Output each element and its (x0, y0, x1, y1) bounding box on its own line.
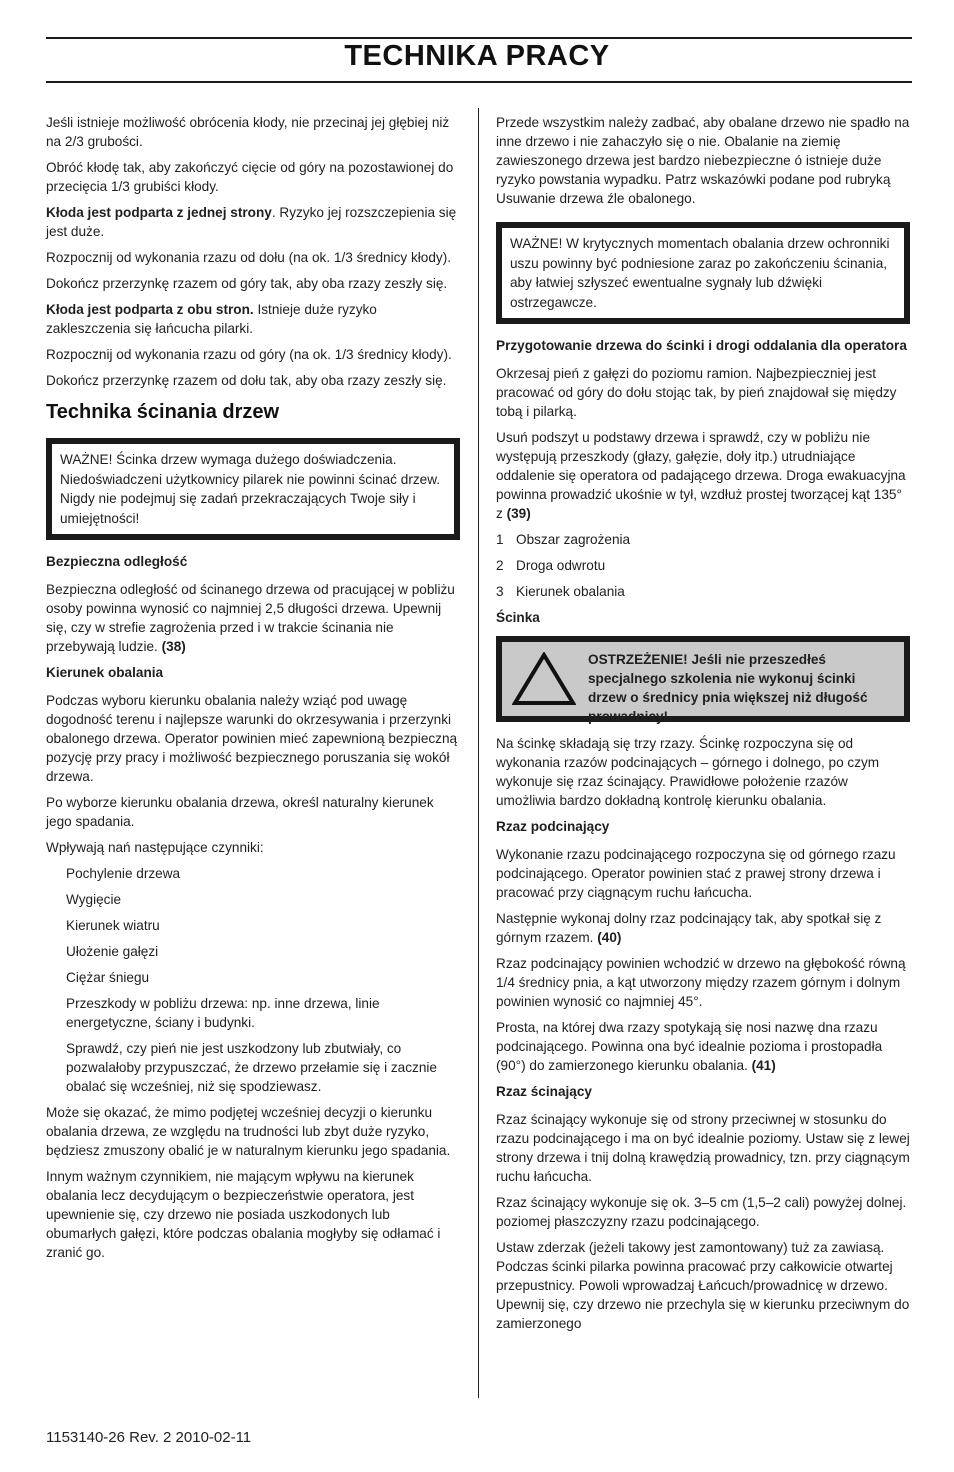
numbered-item (496, 582, 910, 601)
paragraph: Obróć kłodę tak, aby zakończyć cięcie od góry na pozostawionej do przecięcia 1/3 grubiści kłody. (46, 160, 454, 194)
paragraph-text: Bezpieczna odległość od ścinanego drzewa od pracującej w pobliżu osoby powinna wynosić co najmniej 2,5 długości drzewa. Upewnij się, czy w strefie zagrożenia przed i w trakcie ścinania nie przebywają ludzie. (46, 582, 455, 654)
numbered-item (496, 556, 910, 575)
subheading-undercut: Rzaz podcinający (496, 819, 610, 834)
left-column (46, 113, 460, 1269)
paragraph-text: Następnie wykonaj dolny rzaz podcinający tak, aby spotkał się z górnym rzazem. (496, 911, 882, 945)
item-number: 3 (496, 584, 504, 599)
important-notice-box (496, 222, 910, 324)
important-notice-box (46, 438, 460, 540)
paragraph: Na ścinkę składają się trzy rzazy. Ścinkę rozpoczyna się od wykonania rzazów podcinających – górnego i dolnego, po czym wykonuje się rzaz ścinający. Prawidłowe położenie rzazów umożliwia bardzo dokładną kontrolę kierunku obalania. (496, 736, 880, 808)
figure-reference: (38) (161, 639, 186, 654)
paragraph: Innym ważnym czynnikiem, nie mającym wpływu na kierunek obalania lecz decydującym o bezpieczeństwie operatora, jest upewnienie się, czy drzewo nie posiada uszkodonych lub obumarłych gałęzi, które podczas obalania mogłyby się odłamać i zranić go. (46, 1169, 441, 1260)
item-number: 2 (496, 558, 504, 573)
document-number: 1153140-26 Rev. 2 2010-02-11 (46, 1429, 252, 1446)
header-rule-top (46, 37, 912, 39)
paragraph: Rzaz ścinający wykonuje się ok. 3–5 cm (1,5–2 cali) powyżej dolnej. poziomej płaszczyzny rzazu podcinającego. (496, 1195, 907, 1229)
paragraph: Ustaw zderzak (jeżeli takowy jest zamontowany) tuż za zawiasą. Podczas ścinki pilarka powinna pracować przy całkowicie otwartej przepustnicy. Powoli wprowadzaj Łańcuch/prowadnicę w drzewo. Upewnij się, czy drzewo nie przechyla się w kierunku przeciwnym do zamierzonego (496, 1240, 910, 1331)
paragraph: Wykonanie rzazu podcinającego rozpoczyna się od górnego rzazu podcinającego. Operator powinien stać z prawej strony drzewa i pracować przy ciągnącym ruchu łańcucha. (496, 847, 896, 900)
important-notice-text: WAŻNE! W krytycznych momentach obalania drzew ochronniki uszu powinny być podniesione zaraz po zakończeniu ścinania, aby łatwiej szłyszeć ewentualne sygnały lub dźwięki ostrzegawcze. (510, 236, 890, 310)
item-label: Droga odwrotu (516, 558, 606, 573)
paragraph: Rzaz podcinający powinien wchodzić w drzewo na głębokość równą 1/4 średnicy pnia, a kąt utworzony między rzazem górnym i dolnym powinien wynosić co najmniej 45°. (496, 956, 906, 1009)
paragraph (496, 1018, 910, 1075)
figure-reference: (41) (751, 1058, 776, 1073)
header-rule-bottom (46, 81, 912, 83)
list-item: Sprawdź, czy pień nie jest uszkodzony lub zbutwiały, co pozwalałoby przypuszczać, że drzewo przełamie się i zacznie obalać się wcześniej, niż się spodziewasz. (66, 1041, 437, 1094)
section-title: Technika ścinania drzew (46, 401, 280, 423)
bold-lead: Kłoda jest podparta z obu stron. (46, 302, 254, 317)
bold-lead: Kłoda jest podparta z jednej strony (46, 205, 272, 220)
paragraph-text: Prosta, na której dwa rzazy spotykają się nosi nazwę dna rzazu podcinającego. Powinna ona być idealnie pozioma i prostopadła (90°) do zamierzonego kierunku obalania. (496, 1020, 883, 1073)
numbered-item (496, 530, 910, 549)
figure-reference: (39) (506, 506, 531, 521)
paragraph-text: Usuń podszyt u podstawy drzewa i sprawdź, czy w pobliżu nie występują przeszkody (głazy, gałęzie, doły itp.) utrudniające oddalenie się operatora od padającego drzewa. Droga ewakuacyjna powinna prowadzić ukośnie w tył, wzdłuż prostej tworzącej kąt 135° z (496, 430, 906, 521)
subheading-preparation: Przygotowanie drzewa do ścinki i drogi oddalania dla operatora (496, 338, 907, 353)
right-column (496, 113, 910, 1340)
subheading-felling-direction: Kierunek obalania (46, 665, 164, 680)
page-title: TECHNIKA PRACY (344, 40, 610, 72)
paragraph: Wpływają nań następujące czynniki: (46, 840, 264, 855)
paragraph (496, 909, 910, 947)
paragraph: Może się okazać, że mimo podjętej wcześniej decyzji o kierunku obalania drzewa, ze względu na trudności lub zbyt duże ryzyko, będziesz zmuszony obalić je w naturalnym kierunku jego spadania. (46, 1105, 451, 1158)
list-item: Ciężar śniegu (66, 970, 150, 985)
paragraph-text: Istnieje duże ryzyko zakleszczenia się łańcucha pilarki. (46, 302, 377, 336)
list-item: Pochylenie drzewa (66, 866, 181, 881)
item-number: 1 (496, 532, 504, 547)
caution-text: OSTRZEŻENIE! Jeśli nie przeszedłeś specjalnego szkolenia nie wykonuj ścinki drzew o średnicy pnia większej niż długość prowadnicy! (588, 652, 868, 724)
paragraph (496, 428, 910, 523)
paragraph: Po wyborze kierunku obalania drzewa, określ naturalny kierunek jego spadania. (46, 795, 434, 829)
list-item: Ułożenie gałęzi (66, 944, 159, 959)
list-item: Kierunek wiatru (66, 918, 160, 933)
paragraph: Okrzesaj pień z gałęzi do poziomu ramion. Najbezpieczniej jest pracować od góry do dołu stojąc tak, by pień znajdował się między tobą i pilarką. (496, 366, 897, 419)
item-label: Obszar zagrożenia (516, 532, 631, 547)
item-label: Kierunek obalania (516, 584, 625, 599)
list-item: Wygięcie (66, 892, 122, 907)
paragraph (46, 300, 460, 338)
subheading-safe-distance: Bezpieczna odległość (46, 554, 188, 569)
paragraph: Przede wszystkim należy zadbać, aby obalane drzewo nie spadło na inne drzewo i nie zahaczyło się o nie. Obalanie na ziemię zawieszonego drzewa jest bardzo niebezpieczne ó istnieje duże ryzyko powstania wypadku. Patrz wskazówki podane pod rubryką Usuwanie drzewa źle obalonego. (496, 115, 910, 206)
paragraph: Jeśli istnieje możliwość obrócenia kłody, nie przecinaj jej głębiej niż na 2/3 grubości. (46, 115, 450, 149)
paragraph: Dokończ przerzynkę rzazem od góry tak, aby oba rzazy zeszły się. (46, 276, 448, 291)
subheading-backcut: Rzaz ścinający (496, 1084, 592, 1099)
caution-box (496, 636, 910, 722)
paragraph: Podczas wyboru kierunku obalania należy wziąć pod uwagę dogodność terenu i najlepsze warunki do okrzesywania i przerzynki obalonego drzewa. Operator powinien mieć zapewnioną bezpieczną pozycję przy pracy i możliwość bezpiecznego poruszania się wokół drzewa. (46, 693, 458, 784)
warning-triangle-icon (512, 652, 576, 706)
subheading-felling: Ścinka (496, 610, 540, 625)
column-divider (478, 108, 479, 1398)
paragraph: Rozpocznij od wykonania rzazu od dołu (na ok. 1/3 średnicy kłody). (46, 250, 452, 265)
paragraph: Dokończ przerzynkę rzazem od dołu tak, aby oba rzazy zeszły się. (46, 373, 447, 388)
paragraph: Rozpocznij od wykonania rzazu od góry (na ok. 1/3 średnicy kłody). (46, 347, 452, 362)
list-item: Przeszkody w pobliżu drzewa: np. inne drzewa, linie energetyczne, ściany i budynki. (66, 996, 380, 1030)
paragraph (46, 580, 460, 656)
paragraph (46, 203, 460, 241)
paragraph-text: . Ryzyko jej rozszczepienia się jest duże. (46, 205, 457, 239)
paragraph: Rzaz ścinający wykonuje się od strony przeciwnej w stosunku do rzazu podcinającego i ma on być idealnie poziomy. Ustaw się z lewej strony drzewa i tnij dolną krawędzią prowadnicy, tzn. przy ciągnącym ruchu łańcucha. (496, 1112, 910, 1184)
figure-reference: (40) (597, 930, 622, 945)
important-notice-text: WAŻNE! Ścinka drzew wymaga dużego doświadczenia. Niedoświadczeni użytkownicy pilarek nie powinni ścinać drzew. Nigdy nie podejmuj się zadań przekraczających Twoje siły i umiejętności! (60, 452, 441, 526)
